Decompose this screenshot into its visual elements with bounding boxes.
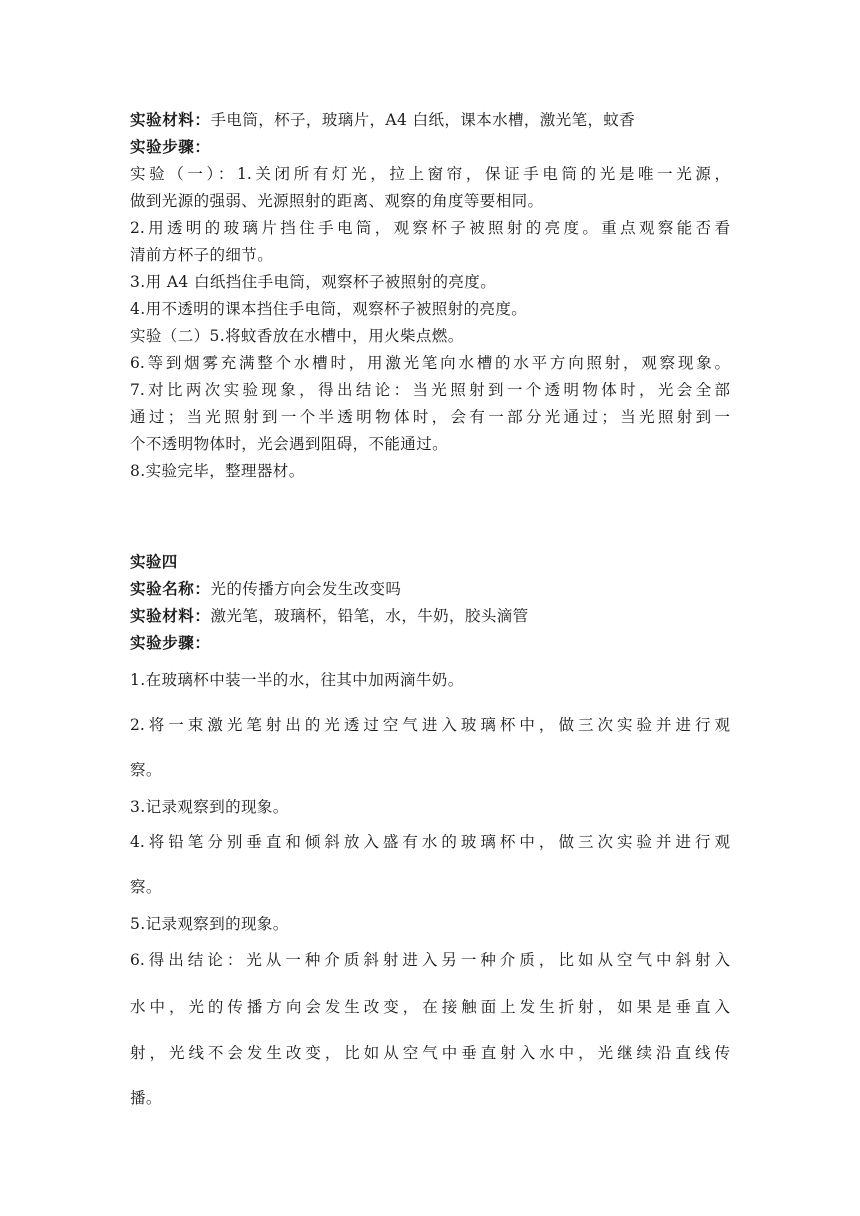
steps-label: 实验步骤： — [130, 138, 211, 156]
step-line: 4.将铅笔分别垂直和倾斜放入盛有水的玻璃杯中，做三次实验并进行观 — [130, 833, 730, 851]
step-line: 察。 — [130, 761, 162, 779]
materials-label: 实验材料： — [130, 111, 211, 129]
materials-value: 手电筒，杯子，玻璃片，A4 白纸，课本水槽，激光笔，蚊香 — [210, 111, 636, 129]
step-line: 个不透明物体时，光会遇到阻碍，不能通过。 — [130, 435, 449, 453]
step-line: 3.用 A4 白纸挡住手电筒，观察杯子被照射的亮度。 — [130, 273, 497, 291]
step-line: 6.等到烟雾充满整个水槽时，用激光笔向水槽的水平方向照射，观察现象。 — [130, 354, 730, 372]
step-line: 实验（二）5.将蚊香放在水槽中，用火柴点燃。 — [130, 327, 464, 345]
step-line: 做到光源的强弱、光源照射的距离、观察的角度等要相同。 — [130, 192, 544, 210]
section-heading: 实验四 — [130, 553, 178, 571]
step-line: 清前方杯子的细节。 — [130, 246, 274, 264]
experiment-name-line — [130, 579, 401, 599]
steps-label: 实验步骤： — [130, 634, 211, 652]
step-line: 察。 — [130, 878, 162, 896]
step-line: 6.得出结论：光从一种介质斜射进入另一种介质，比如从空气中斜射入 — [130, 951, 730, 969]
name-label: 实验名称： — [130, 580, 211, 598]
step-line: 2.用透明的玻璃片挡住手电筒，观察杯子被照射的亮度。重点观察能否看 — [130, 219, 730, 237]
step-line: 5.记录观察到的现象。 — [130, 915, 289, 933]
step-line: 实验（一）：1.关闭所有灯光，拉上窗帘，保证手电筒的光是唯一光源， — [130, 165, 730, 183]
step-line: 1.在玻璃杯中装一半的水，往其中加两滴牛奶。 — [130, 671, 464, 689]
step-line: 8.实验完毕，整理器材。 — [130, 462, 305, 480]
step-line: 射，光线不会发生改变，比如从空气中垂直射入水中，光继续沿直线传 — [130, 1044, 730, 1062]
materials-line — [130, 110, 635, 130]
step-line: 通过；当光照射到一个半透明物体时，会有一部分光通过；当光照射到一 — [130, 408, 730, 426]
name-value: 光的传播方向会发生改变吗 — [210, 580, 402, 598]
materials-value: 激光笔，玻璃杯，铅笔，水，牛奶，胶头滴管 — [210, 607, 529, 625]
step-line: 7.对比两次实验现象，得出结论：当光照射到一个透明物体时，光会全部 — [130, 381, 730, 399]
step-line: 3.记录观察到的现象。 — [130, 798, 289, 816]
materials-label: 实验材料： — [130, 607, 211, 625]
step-line: 2.将一束激光笔射出的光透过空气进入玻璃杯中，做三次实验并进行观 — [130, 716, 730, 734]
step-line: 4.用不透明的课本挡住手电筒，观察杯子被照射的亮度。 — [130, 300, 528, 318]
step-line: 播。 — [130, 1089, 162, 1107]
step-line: 水中，光的传播方向会发生改变，在接触面上发生折射，如果是垂直入 — [130, 998, 730, 1016]
materials-line — [130, 606, 529, 626]
